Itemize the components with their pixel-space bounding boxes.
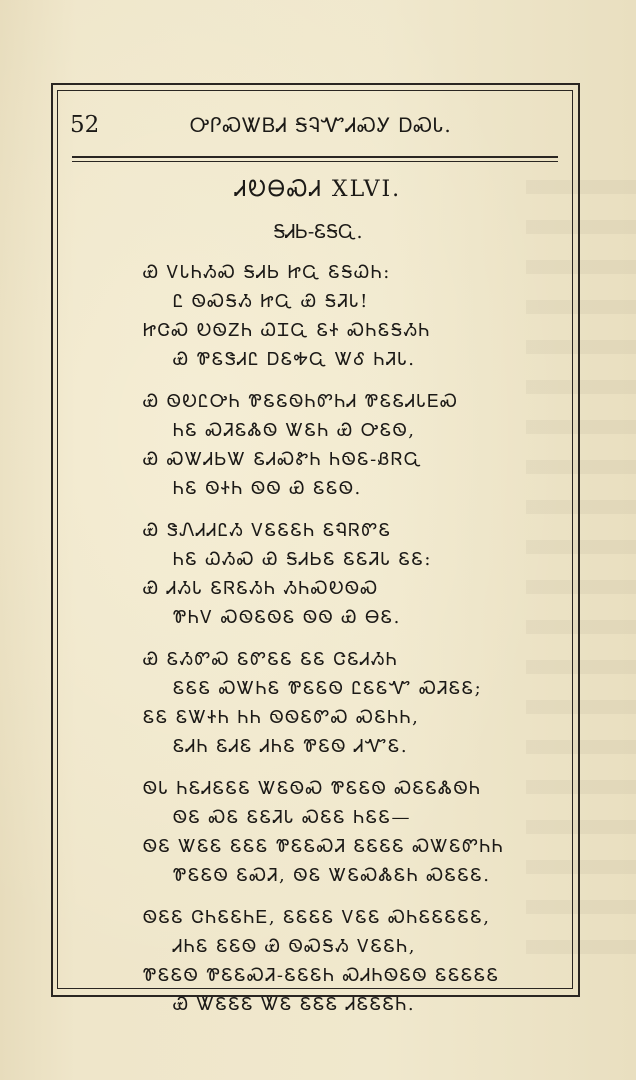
stanza	[143, 774, 553, 890]
verse-line: Ꮿ ᏫᎧᏝᎤᏂ ᏈᏋᏋᏫᏂᏛᏂᏗ ᏈᏋᏋᏗᏓᎬᏍ	[143, 391, 459, 412]
verse-line: ᏫᏋ ᏔᏋᏋ ᏋᏋᏋ ᏈᏋᏋᏍᏘ ᏋᏋᏋᏋ ᏍᏔᏋᏛᏂᏂ	[143, 836, 505, 857]
verse-line: ᏋᏋᏋ ᏍᏔᏂᏋ ᏈᏋᏋᏫ ᏝᏋᏋᏉ ᏍᏘᏋᏋ;	[173, 678, 483, 699]
verse-line: Ꮿ ᏋᏱᏛᏍ ᏋᏛᏋᏋ ᏋᏋ ᏣᏋᏗᏱᏂ	[143, 649, 399, 670]
verse-line: ᏈᏂᏙ ᏍᏫᏋᏫᏋ ᏫᏫ Ꮿ ᎾᏋ.	[173, 607, 401, 628]
hymn-title: ᏗᎧᎾᏍᏗ XLVI.	[234, 177, 402, 202]
verse-line: ᏂᏋ ᏫᏐᏂ ᏫᏫ Ꮿ ᏋᏋᏫ.	[173, 478, 362, 499]
verse-line: ᏋᏗᏂ ᏋᏗᏋ ᏗᏂᏋ ᏈᏋᏫ ᏗᏉᏋ.	[173, 736, 409, 757]
verse-line: Ꮿ ᏗᏱᏓ ᏋᏒᏋᏱᏂ ᏱᏂᏍᎧᏫᏍ	[143, 578, 379, 599]
page-number: 52	[70, 112, 100, 138]
tune-name: ᎦᏗᏏ-ᏋᎦᏩ.	[273, 221, 363, 243]
verse-line: ᏋᏋ ᏋᏔᏐᏂ ᏂᏂ ᏫᏫᏋᏛᏍ ᏍᏋᏂᏂ,	[143, 707, 420, 728]
stanza	[143, 516, 553, 632]
stanza	[143, 258, 553, 374]
verse-line: Ꮿ ᏍᏔᏗᏏᏔ ᏋᏗᏍᏑᏂ ᏂᏫᏋ-ᏰᏒᏩ	[143, 449, 423, 470]
verse-line: Ꮭ ᏫᏍᎦᏱ ᏥᏩ Ꮿ ᎦᏘᏓ!	[173, 291, 369, 312]
verse-line: ᏂᏋ ᏇᏱᏍ Ꮿ ᎦᏗᏏᏋ ᏋᏋᏘᏓ ᏋᏋ:	[173, 549, 432, 570]
header-rule-thin	[72, 161, 558, 162]
page-header	[70, 108, 560, 142]
verse-line: ᏈᏋᏋᏫ ᏈᏋᏋᏍᏘ-ᏋᏋᏋᏂ ᏍᏗᏂᏫᏋᏫ ᏋᏋᏋᏋᏋ	[143, 965, 500, 986]
verse-line: ᏫᏓ ᏂᏋᏗᏋᏋᏋ ᏔᏋᏫᏍ ᏈᏋᏋᏫ ᏍᏋᏋᏜᏫᏂ	[143, 778, 482, 799]
header-rule-thick	[72, 156, 558, 158]
verse-line: Ꮿ ᏕᏁᏗᏗᏝᏱ ᏙᏋᏋᏋᏂ ᏋᏄᏒᏛᏋ	[143, 520, 392, 541]
verse-line: Ꮿ ᏙᏓᏂᏱᏍ ᎦᏗᏏ ᏥᏩ ᏋᎦᏇᏂ:	[143, 262, 391, 283]
verse-line: ᏂᏋ ᏍᏘᏋᏜᏫ ᏔᏋᏂ Ꮿ ᎤᏋᏫ,	[173, 420, 416, 441]
verse-line: Ꮿ ᏔᏋᏋᏋ ᏔᏋ ᏋᏋᏋ ᏗᏋᏋᏋᏂ.	[173, 994, 416, 1015]
hymn-text	[143, 258, 553, 1032]
verse-line: ᏥᏣᏍ ᎧᏫᏃᏂ ᏇᏆᏩ ᏋᏐ ᏍᏂᏋᎦᏱᏂ	[143, 320, 431, 341]
stanza	[143, 903, 553, 1019]
verse-line: ᏗᏂᏋ ᏋᏋᏫ Ꮿ ᏫᏍᎦᏱ ᏙᏋᏋᏂ,	[173, 936, 416, 957]
stanza	[143, 645, 553, 761]
verse-line: ᏈᏋᏋᏫ ᏋᏍᏘ, ᏫᏋ ᏔᏋᏍᏜᏋᏂ ᏍᏋᏋᏋ.	[173, 865, 491, 886]
verse-line: ᏫᏋᏋ ᏣᏂᏋᏋᏂᎬ, ᏋᏋᏋᏋ ᏙᏋᏋ ᏍᏂᏋᏋᏋᏋᏋ,	[143, 907, 491, 928]
verse-line: ᏫᏋ ᏍᏋ ᏋᏋᏘᏓ ᏍᏋᏋ ᏂᏋᏋ—	[173, 807, 412, 828]
verse-line: Ꮿ ᏈᏋᏕᏗᏝ ᎠᏋᎭᏩ ᏔᎴ ᏂᏘᏓ.	[173, 349, 416, 370]
stanza	[143, 387, 553, 503]
running-head: ᎤᎵᏍᏔᏴᏗ ᎦᎸᏉᏗᏍᎩ ᎠᏍᏓ.	[190, 113, 452, 137]
